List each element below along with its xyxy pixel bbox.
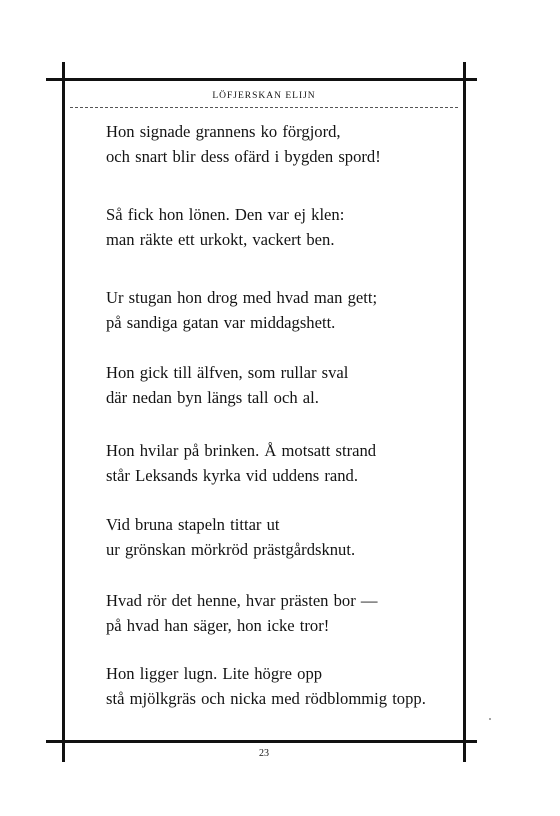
poem-line: Hvad rör det henne, hvar prästen bor —: [106, 591, 378, 610]
right-border-rule: [463, 62, 466, 762]
poem-line: där nedan byn längs tall och al.: [106, 388, 319, 407]
running-head-rule: [70, 107, 458, 108]
poem-line: på hvad han säger, hon icke tror!: [106, 616, 330, 635]
poem-line: står Leksands kyrka vid uddens rand.: [106, 466, 359, 485]
poem-line: man räkte ett urkokt, vackert ben.: [106, 230, 335, 249]
poem-line: Hon gick till älfven, som rullar sval: [106, 363, 349, 382]
stanza-5: [106, 438, 376, 488]
poem-line: Hon ligger lugn. Lite högre opp: [106, 664, 323, 683]
poem-line: Hon hvilar på brinken. Å motsatt strand: [106, 441, 377, 460]
running-head: LÖFJERSKAN ELIJN: [212, 91, 316, 101]
top-border-rule: [46, 78, 477, 81]
page-number: 23: [259, 748, 269, 759]
stanza-6: [106, 512, 355, 562]
poem-line: stå mjölkgräs och nicka med rödblommig topp.: [106, 689, 426, 708]
ink-speck: [489, 718, 491, 720]
stanza-7: [106, 588, 378, 638]
bottom-border-rule: [46, 740, 477, 743]
poem-line: Vid bruna stapeln tittar ut: [106, 515, 280, 534]
stanza-4: [106, 360, 348, 410]
stanza-2: [106, 202, 344, 252]
poem-line: på sandiga gatan var middagshett.: [106, 313, 336, 332]
poem-line: och snart blir dess ofärd i bygden spord!: [106, 147, 381, 166]
stanza-1: [106, 119, 381, 169]
poem-line: Så fick hon lönen. Den var ej klen:: [106, 205, 345, 224]
stanza-8: [106, 661, 426, 711]
poem-line: ur grönskan mörkröd prästgårdsknut.: [106, 540, 356, 559]
stanza-3: [106, 285, 377, 335]
left-border-rule: [62, 62, 65, 762]
poem-line: Hon signade grannens ko förgjord,: [106, 122, 341, 141]
poem-line: Ur stugan hon drog med hvad man gett;: [106, 288, 378, 307]
